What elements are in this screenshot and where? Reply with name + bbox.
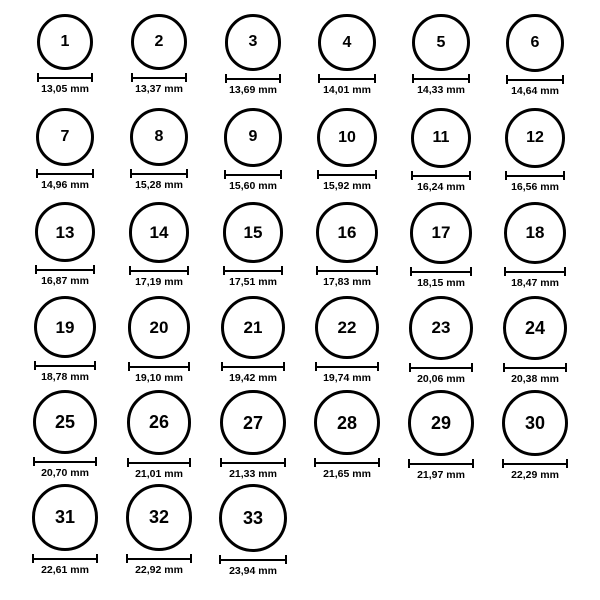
diameter-measure-bar bbox=[35, 265, 95, 274]
diameter-measure-bar bbox=[36, 169, 94, 178]
measure-line bbox=[505, 175, 565, 177]
measure-cap-left bbox=[37, 73, 39, 82]
measure-cap-right bbox=[285, 555, 287, 564]
measure-cap-right bbox=[283, 362, 285, 371]
measure-cap-right bbox=[91, 73, 93, 82]
diameter-measure-bar bbox=[33, 457, 97, 466]
diameter-label: 19,10 mm bbox=[135, 371, 183, 384]
measure-cap-left bbox=[223, 266, 225, 275]
ring-size-cell bbox=[125, 296, 193, 383]
diameter-label: 22,29 mm bbox=[511, 469, 559, 482]
measure-line bbox=[36, 173, 94, 175]
measure-cap-right bbox=[93, 265, 95, 274]
ring-size-label: 17 bbox=[431, 223, 451, 243]
measure-cap-right bbox=[189, 458, 191, 467]
ring-circle bbox=[316, 202, 377, 263]
diameter-label: 14,64 mm bbox=[511, 84, 559, 97]
measure-line bbox=[224, 174, 283, 176]
ring-circle bbox=[506, 14, 564, 72]
measure-line bbox=[130, 173, 188, 175]
diameter-measure-bar bbox=[224, 170, 283, 179]
diameter-label: 17,83 mm bbox=[323, 276, 371, 289]
ring-circle bbox=[32, 484, 99, 551]
measure-cap-left bbox=[315, 362, 317, 371]
measure-line bbox=[220, 462, 285, 464]
ring-size-label: 29 bbox=[430, 412, 451, 433]
ring-size-label: 31 bbox=[54, 507, 76, 528]
ring-circle bbox=[37, 14, 93, 70]
measure-line bbox=[503, 367, 567, 369]
diameter-measure-bar bbox=[219, 555, 287, 564]
ring-size-cell bbox=[219, 202, 287, 287]
diameter-label: 17,51 mm bbox=[229, 275, 277, 288]
diameter-measure-bar bbox=[504, 267, 566, 276]
measure-cap-right bbox=[378, 458, 380, 467]
ring-size-label: 6 bbox=[530, 33, 540, 51]
ring-circle bbox=[317, 108, 376, 167]
measure-cap-right bbox=[377, 362, 379, 371]
ring-size-label: 12 bbox=[526, 128, 544, 146]
ring-size-cell bbox=[501, 14, 569, 96]
ring-circle bbox=[315, 296, 378, 359]
diameter-label: 13,37 mm bbox=[135, 83, 183, 96]
ring-size-cell bbox=[219, 108, 287, 191]
measure-line bbox=[315, 366, 378, 368]
ring-size-cell bbox=[31, 14, 99, 95]
ring-size-label: 21 bbox=[243, 318, 263, 337]
ring-circle bbox=[504, 202, 566, 264]
diameter-measure-bar bbox=[128, 362, 191, 371]
measure-line bbox=[37, 77, 93, 79]
measure-line bbox=[410, 271, 472, 273]
ring-size-cell bbox=[31, 484, 99, 575]
ring-size-cell bbox=[407, 202, 475, 288]
measure-cap-left bbox=[502, 459, 504, 468]
measure-cap-right bbox=[280, 170, 282, 179]
ring-size-cell bbox=[219, 390, 287, 480]
diameter-measure-bar bbox=[506, 75, 564, 84]
measure-cap-left bbox=[316, 266, 318, 275]
ring-size-label: 2 bbox=[154, 33, 164, 51]
diameter-label: 23,94 mm bbox=[229, 565, 277, 577]
measure-cap-left bbox=[318, 74, 320, 83]
diameter-label: 22,92 mm bbox=[135, 563, 183, 576]
ring-size-label: 26 bbox=[148, 412, 169, 433]
measure-cap-right bbox=[472, 459, 474, 468]
measure-line bbox=[126, 558, 193, 560]
measure-line bbox=[409, 367, 473, 369]
ring-circle bbox=[505, 108, 565, 168]
diameter-label: 17,19 mm bbox=[135, 275, 183, 288]
measure-cap-right bbox=[563, 171, 565, 180]
diameter-label: 16,87 mm bbox=[41, 275, 89, 288]
diameter-measure-bar bbox=[316, 266, 377, 275]
measure-line bbox=[502, 463, 568, 465]
measure-cap-right bbox=[92, 169, 94, 178]
diameter-measure-bar bbox=[34, 361, 96, 370]
measure-cap-left bbox=[36, 169, 38, 178]
ring-size-label: 4 bbox=[342, 33, 352, 51]
diameter-label: 18,78 mm bbox=[41, 371, 89, 384]
measure-cap-left bbox=[128, 362, 130, 371]
diameter-measure-bar bbox=[502, 459, 568, 468]
measure-cap-right bbox=[469, 171, 471, 180]
ring-circle bbox=[412, 14, 469, 71]
ring-size-cell bbox=[407, 108, 475, 192]
diameter-measure-bar bbox=[221, 362, 284, 371]
ring-size-cell bbox=[125, 14, 193, 95]
diameter-measure-bar bbox=[37, 73, 93, 82]
ring-size-label: 27 bbox=[242, 412, 263, 433]
measure-cap-left bbox=[35, 265, 37, 274]
ring-size-label: 7 bbox=[60, 128, 70, 146]
ring-circle bbox=[35, 202, 95, 262]
ring-size-label: 22 bbox=[337, 318, 357, 338]
diameter-label: 18,47 mm bbox=[511, 276, 559, 289]
ring-size-label: 30 bbox=[524, 413, 545, 434]
diameter-measure-bar bbox=[223, 266, 284, 275]
diameter-measure-bar bbox=[131, 73, 187, 82]
diameter-label: 15,28 mm bbox=[135, 179, 183, 192]
diameter-label: 21,97 mm bbox=[417, 468, 465, 481]
ring-size-cell bbox=[313, 108, 381, 192]
ring-size-label: 14 bbox=[149, 222, 169, 242]
measure-cap-right bbox=[188, 362, 190, 371]
ring-size-cell bbox=[407, 14, 475, 96]
diameter-measure-bar bbox=[410, 267, 472, 276]
measure-cap-left bbox=[33, 457, 35, 466]
diameter-label: 19,74 mm bbox=[323, 372, 371, 385]
measure-cap-left bbox=[411, 171, 413, 180]
ring-circle bbox=[318, 14, 375, 71]
measure-cap-left bbox=[32, 554, 34, 563]
diameter-label: 18,15 mm bbox=[417, 276, 465, 289]
measure-cap-left bbox=[225, 74, 227, 83]
measure-line bbox=[318, 78, 375, 80]
diameter-label: 15,92 mm bbox=[323, 180, 371, 193]
measure-cap-right bbox=[468, 74, 470, 83]
ring-size-cell bbox=[313, 296, 381, 384]
ring-size-cell bbox=[313, 202, 381, 288]
ring-size-cell bbox=[313, 14, 381, 96]
diameter-measure-bar bbox=[411, 171, 471, 180]
measure-cap-right bbox=[470, 267, 472, 276]
ring-size-cell bbox=[31, 108, 99, 191]
measure-cap-left bbox=[408, 459, 410, 468]
diameter-label: 14,01 mm bbox=[323, 84, 371, 97]
ring-size-cell bbox=[219, 484, 287, 577]
measure-cap-left bbox=[126, 554, 128, 563]
measure-cap-left bbox=[317, 170, 319, 179]
ring-size-label: 28 bbox=[336, 412, 358, 433]
measure-cap-right bbox=[279, 74, 281, 83]
ring-circle bbox=[130, 108, 188, 166]
diameter-label: 16,24 mm bbox=[417, 180, 465, 193]
measure-cap-left bbox=[34, 361, 36, 370]
ring-size-label: 13 bbox=[55, 222, 75, 242]
diameter-measure-bar bbox=[315, 362, 378, 371]
ring-size-cell bbox=[501, 108, 569, 192]
ring-size-cell bbox=[125, 484, 193, 575]
ring-size-label: 23 bbox=[431, 318, 451, 338]
measure-line bbox=[411, 175, 471, 177]
measure-line bbox=[32, 558, 99, 560]
measure-line bbox=[35, 269, 95, 271]
ring-circle bbox=[33, 390, 97, 454]
ring-circle bbox=[408, 390, 474, 456]
measure-cap-right bbox=[186, 169, 188, 178]
ring-size-cell bbox=[313, 390, 381, 480]
diameter-measure-bar bbox=[225, 74, 282, 83]
measure-line bbox=[225, 78, 282, 80]
diameter-measure-bar bbox=[409, 363, 473, 372]
ring-circle bbox=[126, 484, 193, 551]
diameter-measure-bar bbox=[314, 458, 379, 467]
ring-size-cell bbox=[501, 296, 569, 385]
ring-size-cell bbox=[219, 14, 287, 95]
measure-cap-left bbox=[503, 363, 505, 372]
ring-circle bbox=[34, 296, 96, 358]
ring-circle bbox=[503, 296, 567, 360]
ring-size-cell bbox=[501, 202, 569, 288]
measure-line bbox=[129, 270, 190, 272]
measure-line bbox=[221, 366, 284, 368]
measure-cap-left bbox=[505, 171, 507, 180]
measure-cap-left bbox=[131, 73, 133, 82]
diameter-label: 14,33 mm bbox=[417, 84, 465, 97]
measure-cap-left bbox=[221, 362, 223, 371]
measure-cap-left bbox=[410, 267, 412, 276]
ring-circle bbox=[314, 390, 379, 455]
measure-line bbox=[127, 462, 192, 464]
measure-cap-right bbox=[564, 267, 566, 276]
ring-size-label: 5 bbox=[436, 33, 446, 51]
ring-size-label: 33 bbox=[242, 508, 264, 528]
measure-cap-right bbox=[284, 458, 286, 467]
ring-circle bbox=[129, 202, 190, 263]
measure-cap-left bbox=[504, 267, 506, 276]
ring-size-label: 15 bbox=[243, 222, 263, 242]
ring-size-label: 16 bbox=[337, 223, 357, 243]
ring-size-label: 19 bbox=[55, 317, 75, 337]
diameter-label: 16,56 mm bbox=[511, 180, 559, 193]
measure-cap-right bbox=[375, 170, 377, 179]
diameter-measure-bar bbox=[220, 458, 285, 467]
measure-line bbox=[219, 559, 287, 561]
measure-cap-right bbox=[562, 75, 564, 84]
ring-size-cell bbox=[407, 296, 475, 384]
diameter-label: 21,01 mm bbox=[135, 467, 183, 480]
measure-cap-left bbox=[219, 555, 221, 564]
measure-cap-left bbox=[314, 458, 316, 467]
ring-circle bbox=[502, 390, 568, 456]
ring-circle bbox=[410, 202, 472, 264]
measure-line bbox=[33, 461, 97, 463]
measure-cap-right bbox=[281, 266, 283, 275]
diameter-label: 20,70 mm bbox=[41, 467, 89, 480]
ring-size-label: 32 bbox=[148, 507, 170, 528]
measure-line bbox=[223, 270, 284, 272]
diameter-label: 21,33 mm bbox=[229, 468, 277, 481]
measure-cap-right bbox=[185, 73, 187, 82]
ring-circle bbox=[36, 108, 94, 166]
measure-cap-right bbox=[95, 457, 97, 466]
measure-cap-left bbox=[130, 169, 132, 178]
ring-size-label: 18 bbox=[525, 223, 545, 243]
diameter-measure-bar bbox=[318, 74, 375, 83]
measure-cap-right bbox=[565, 363, 567, 372]
ring-circle bbox=[127, 390, 192, 455]
measure-line bbox=[506, 79, 564, 81]
ring-size-label: 8 bbox=[154, 128, 164, 146]
measure-line bbox=[314, 462, 379, 464]
diameter-label: 15,60 mm bbox=[229, 179, 277, 192]
measure-cap-right bbox=[190, 554, 192, 563]
ring-size-label: 10 bbox=[338, 128, 356, 146]
ring-size-cell bbox=[125, 202, 193, 287]
ring-size-label: 9 bbox=[248, 128, 258, 146]
measure-cap-right bbox=[376, 266, 378, 275]
diameter-measure-bar bbox=[408, 459, 474, 468]
diameter-label: 14,96 mm bbox=[41, 179, 89, 192]
diameter-measure-bar bbox=[412, 74, 469, 83]
measure-cap-right bbox=[566, 459, 568, 468]
ring-size-cell bbox=[407, 390, 475, 480]
ring-size-cell bbox=[31, 390, 99, 479]
ring-circle bbox=[223, 202, 284, 263]
ring-circle bbox=[131, 14, 187, 70]
ring-circle bbox=[411, 108, 471, 168]
measure-line bbox=[316, 270, 377, 272]
ring-size-cell bbox=[501, 390, 569, 481]
measure-cap-right bbox=[96, 554, 98, 563]
ring-circle bbox=[225, 14, 282, 71]
ring-size-cell bbox=[219, 296, 287, 384]
ring-circle bbox=[128, 296, 191, 359]
diameter-measure-bar bbox=[129, 266, 190, 275]
diameter-label: 13,05 mm bbox=[41, 83, 89, 95]
measure-cap-left bbox=[220, 458, 222, 467]
measure-line bbox=[408, 463, 474, 465]
measure-cap-left bbox=[127, 458, 129, 467]
diameter-measure-bar bbox=[127, 458, 192, 467]
diameter-measure-bar bbox=[317, 170, 376, 179]
diameter-measure-bar bbox=[503, 363, 567, 372]
ring-circle bbox=[224, 108, 283, 167]
diameter-label: 21,65 mm bbox=[323, 468, 371, 481]
ring-circle bbox=[221, 296, 284, 359]
measure-cap-left bbox=[224, 170, 226, 179]
measure-line bbox=[412, 78, 469, 80]
measure-cap-right bbox=[471, 363, 473, 372]
measure-line bbox=[131, 77, 187, 79]
measure-cap-left bbox=[506, 75, 508, 84]
measure-cap-right bbox=[94, 361, 96, 370]
measure-cap-left bbox=[412, 74, 414, 83]
ring-size-cell bbox=[31, 202, 99, 287]
ring-circle bbox=[219, 484, 287, 552]
ring-size-label: 20 bbox=[149, 317, 169, 337]
ring-circle bbox=[409, 296, 473, 360]
diameter-measure-bar bbox=[505, 171, 565, 180]
measure-cap-right bbox=[374, 74, 376, 83]
measure-cap-right bbox=[187, 266, 189, 275]
diameter-label: 20,06 mm bbox=[417, 372, 465, 385]
diameter-measure-bar bbox=[32, 554, 99, 563]
measure-cap-left bbox=[409, 363, 411, 372]
ring-size-label: 1 bbox=[60, 33, 70, 50]
ring-size-label: 25 bbox=[54, 412, 75, 433]
measure-cap-left bbox=[129, 266, 131, 275]
diameter-label: 22,61 mm bbox=[41, 563, 89, 576]
ring-size-cell bbox=[125, 108, 193, 191]
diameter-measure-bar bbox=[130, 169, 188, 178]
ring-size-label: 24 bbox=[524, 318, 546, 339]
measure-line bbox=[317, 174, 376, 176]
diameter-label: 19,42 mm bbox=[229, 372, 277, 385]
ring-size-cell bbox=[31, 296, 99, 383]
ring-size-label: 11 bbox=[432, 128, 450, 146]
diameter-label: 20,38 mm bbox=[511, 373, 559, 386]
measure-line bbox=[504, 271, 566, 273]
measure-line bbox=[34, 365, 96, 367]
ring-circle bbox=[220, 390, 285, 455]
ring-size-label: 3 bbox=[248, 33, 258, 51]
diameter-label: 13,69 mm bbox=[229, 83, 277, 96]
ring-size-cell bbox=[125, 390, 193, 479]
diameter-measure-bar bbox=[126, 554, 193, 563]
measure-line bbox=[128, 366, 191, 368]
